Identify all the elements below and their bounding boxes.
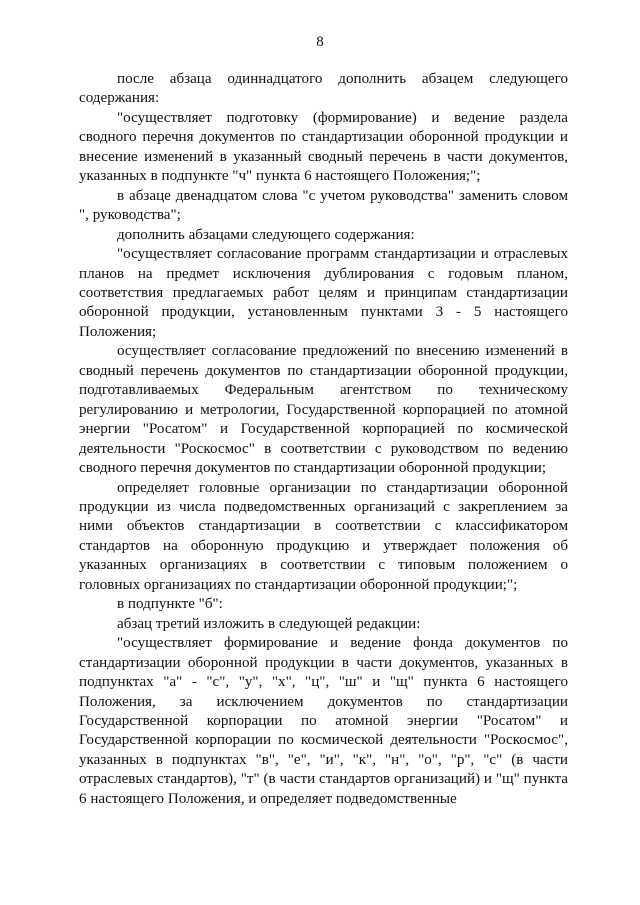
paragraph: в подпункте "б": — [117, 596, 223, 613]
paragraph: после абзаца одиннадцатого дополнить абзацем следующего содержания: — [79, 71, 568, 107]
paragraph: "осуществляет формирование и ведение фонда документов по стандартизации оборонной продукции в части документов, указанных в подпунктах "а" - "с", "у", "х", "ц", "ш" и "щ" пункта 6 настоящего Положения, за исключением документов по стандартизации Государственной корпорации по атомной энергии "Росатом" и Государственной корпорации по космической деятельности "Роскосмос", указанных в подпунктах "в", "е", "и", "к", "н", "о", "р", "с" (в части отраслевых стандартов), "т" (в части стандартов организаций) и "щ" пункта 6 настоящего Положения, и определяет подведомственные — [79, 635, 568, 807]
paragraph: дополнить абзацами следующего содержания: — [117, 226, 415, 243]
paragraph: "осуществляет подготовку (формирование) и ведение раздела сводного перечня документов по стандартизации оборонной продукции и внесение изменений в указанный сводный перечень в части документов, указанных в подпункте "ч" пункта 6 настоящего Положения;"; — [79, 109, 568, 185]
document-body — [79, 70, 568, 809]
paragraph: определяет головные организации по стандартизации оборонной продукции из числа подведомственных организаций с закреплением за ними объектов стандартизации в соответствии с классификатором стандартов на оборонную продукцию и утверждает положения об указанных организациях в соответствии с типовым положением о головных организациях по стандартизации оборонной продукции;"; — [79, 479, 568, 593]
paragraph: абзац третий изложить в следующей редакции: — [117, 615, 421, 632]
page-number: 8 — [316, 34, 324, 50]
paragraph: осуществляет согласование предложений по внесению изменений в сводный перечень документов по стандартизации оборонной продукции, подготавливаемых Федеральным агентством по техническому регулированию и метрологии, Государственной корпорацией по атомной энергии "Росатом" и Государственной корпорацией по космической деятельности "Роскосмос" в соответствии с руководством по ведению сводного перечня документов по стандартизации оборонной продукции; — [79, 343, 568, 477]
paragraph: в абзаце двенадцатом слова "с учетом руководства" заменить словом ", руководства"; — [79, 187, 568, 224]
paragraph: "осуществляет согласование программ стандартизации и отраслевых планов на предмет исключения дублирования с годовым планом, соответствия предлагаемых работ целям и принципам стандартизации оборонной продукции, установленным пунктами 3 - 5 настоящего Положения; — [79, 246, 568, 340]
